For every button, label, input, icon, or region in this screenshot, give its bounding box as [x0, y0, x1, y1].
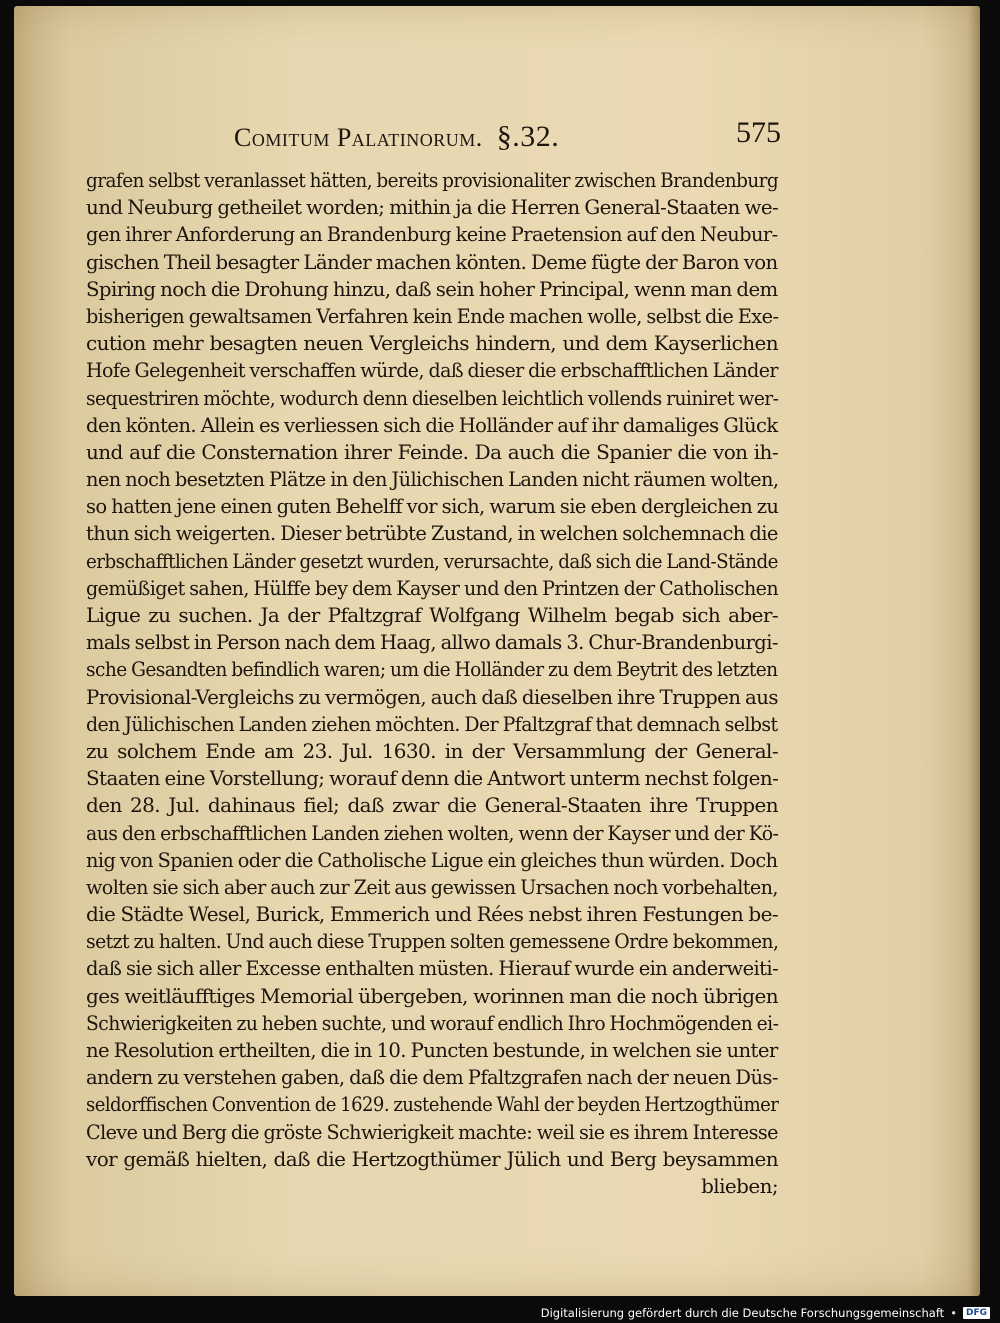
text-line: Spiring noch die Drohung hinzu, daß sein hoher Principal, wenn man dem	[86, 276, 778, 301]
text-line: mals selbst in Person nach dem Haag, allwo damals 3. Chur-Brandenburgi-	[86, 630, 778, 655]
text-line: sequestriren möchte, wodurch denn dieselben leichtlich vollends ruiniret wer-	[86, 385, 779, 410]
text-line: den Jülichischen Landen ziehen möchten. Der Pfaltzgraf that demnach selbst	[86, 711, 778, 736]
text-line: und Neuburg getheilet worden; mithin ja die Herren General-Staaten we-	[86, 195, 779, 220]
text-line: thun sich weigerten. Dieser betrübte Zustand, in welchen solchemnach die	[86, 521, 778, 546]
text-line: vor gemäß hielten, daß die Hertzogthümer Jülich und Berg beysammen	[86, 1146, 778, 1171]
book-page	[14, 6, 980, 1296]
text-line: nen noch besetzten Plätze in den Jülichischen Landen nicht räumen wolten,	[86, 467, 779, 492]
text-line: gen ihrer Anforderung an Brandenburg keine Praetension auf den Neubur-	[86, 222, 778, 247]
text-line: den könten. Allein es verliessen sich die Holländer auf ihr damaliges Glück	[86, 412, 778, 437]
text-line: erbschafftlichen Länder gesetzt wurden, verursachte, daß sich die Land-Stände	[86, 548, 778, 573]
footer-separator: •	[950, 1306, 957, 1320]
text-line: ges weitläufftiges Memorial übergeben, worinnen man die noch übrigen	[86, 983, 778, 1008]
text-line: Schwierigkeiten zu heben suchte, und worauf endlich Ihro Hochmögenden ei-	[86, 1010, 779, 1035]
text-line: die Städte Wesel, Burick, Emmerich und Rées nebst ihren Festungen be-	[86, 902, 778, 927]
text-line: Hofe Gelegenheit verschaffen würde, daß dieser die erbschafftlichen Länder	[86, 358, 778, 383]
text-line: setzt zu halten. Und auch diese Truppen solten gemessene Ordre bekommen,	[86, 929, 779, 954]
text-line: so hatten jene einen guten Behelff vor sich, warum sie eben dergleichen zu	[86, 494, 779, 519]
text-line: wolten sie sich aber auch zur Zeit aus gewissen Ursachen noch vorbehalten,	[86, 874, 778, 899]
text-line: andern zu verstehen gaben, daß die dem Pfaltzgrafen nach der neuen Düs-	[86, 1065, 778, 1090]
page-number: 575	[736, 116, 781, 149]
text-line: den 28. Jul. dahinaus fiel; daß zwar die General-Staaten ihre Truppen	[86, 793, 778, 818]
text-line: sche Gesandten befindlich waren; um die Holländer zu dem Beytrit des letzten	[86, 657, 778, 682]
text-line: blieben;	[701, 1173, 778, 1198]
text-line: grafen selbst veranlasset hätten, bereits provisionaliter zwischen Brandenburg	[86, 168, 779, 192]
text-line: bisherigen gewaltsamen Verfahren kein Ende machen wolle, selbst die Exe-	[86, 303, 779, 328]
text-line: Staaten eine Vorstellung; worauf denn die Antwort unterm nechst folgen-	[86, 766, 779, 791]
text-line: Cleve und Berg die gröste Schwierigkeit machte: weil sie es ihrem Interesse	[86, 1119, 778, 1144]
funding-credit: Digitalisierung gefördert durch die Deutsche Forschungsgemeinschaft	[540, 1306, 945, 1320]
body-text	[86, 167, 778, 1200]
text-line: zu solchem Ende am 23. Jul. 1630. in der Versammlung der General-	[86, 738, 778, 763]
running-header	[234, 120, 794, 154]
text-line: nig von Spanien oder die Catholische Ligue ein gleiches thun würden. Doch	[86, 847, 778, 872]
digitization-footer	[541, 1306, 990, 1320]
text-line: und auf die Consternation ihrer Feinde. Da auch die Spanier die von ih-	[86, 439, 778, 464]
text-line: Ligue zu suchen. Ja der Pfaltzgraf Wolfgang Wilhelm begab sich aber-	[86, 603, 778, 627]
text-line: gemüßiget sahen, Hülffe bey dem Kayser und den Printzen der Catholischen	[86, 575, 779, 600]
text-line: aus den erbschafftlichen Landen ziehen wolten, wenn der Kayser und der Kö-	[86, 820, 779, 845]
text-line: daß sie sich aller Excesse enthalten müsten. Hierauf wurde ein anderweiti-	[86, 956, 779, 981]
text-line: cution mehr besagten neuen Vergleichs hindern, und dem Kayserlichen	[86, 331, 778, 356]
running-title: Comitum Palatinorum.	[234, 123, 483, 152]
text-line: seldorffischen Convention de 1629. zustehende Wahl der beyden Hertzogthümer	[86, 1092, 779, 1117]
section-number: §.32.	[496, 120, 560, 153]
text-line: gischen Theil besagter Länder machen könten. Deme fügte der Baron von	[86, 249, 778, 274]
text-line: Provisional-Vergleichs zu vermögen, auch daß dieselben ihre Truppen aus	[86, 684, 778, 709]
dfg-logo-icon: DFG	[963, 1307, 990, 1319]
text-line: ne Resolution ertheilten, die in 10. Puncten bestunde, in welchen sie unter	[86, 1038, 778, 1062]
